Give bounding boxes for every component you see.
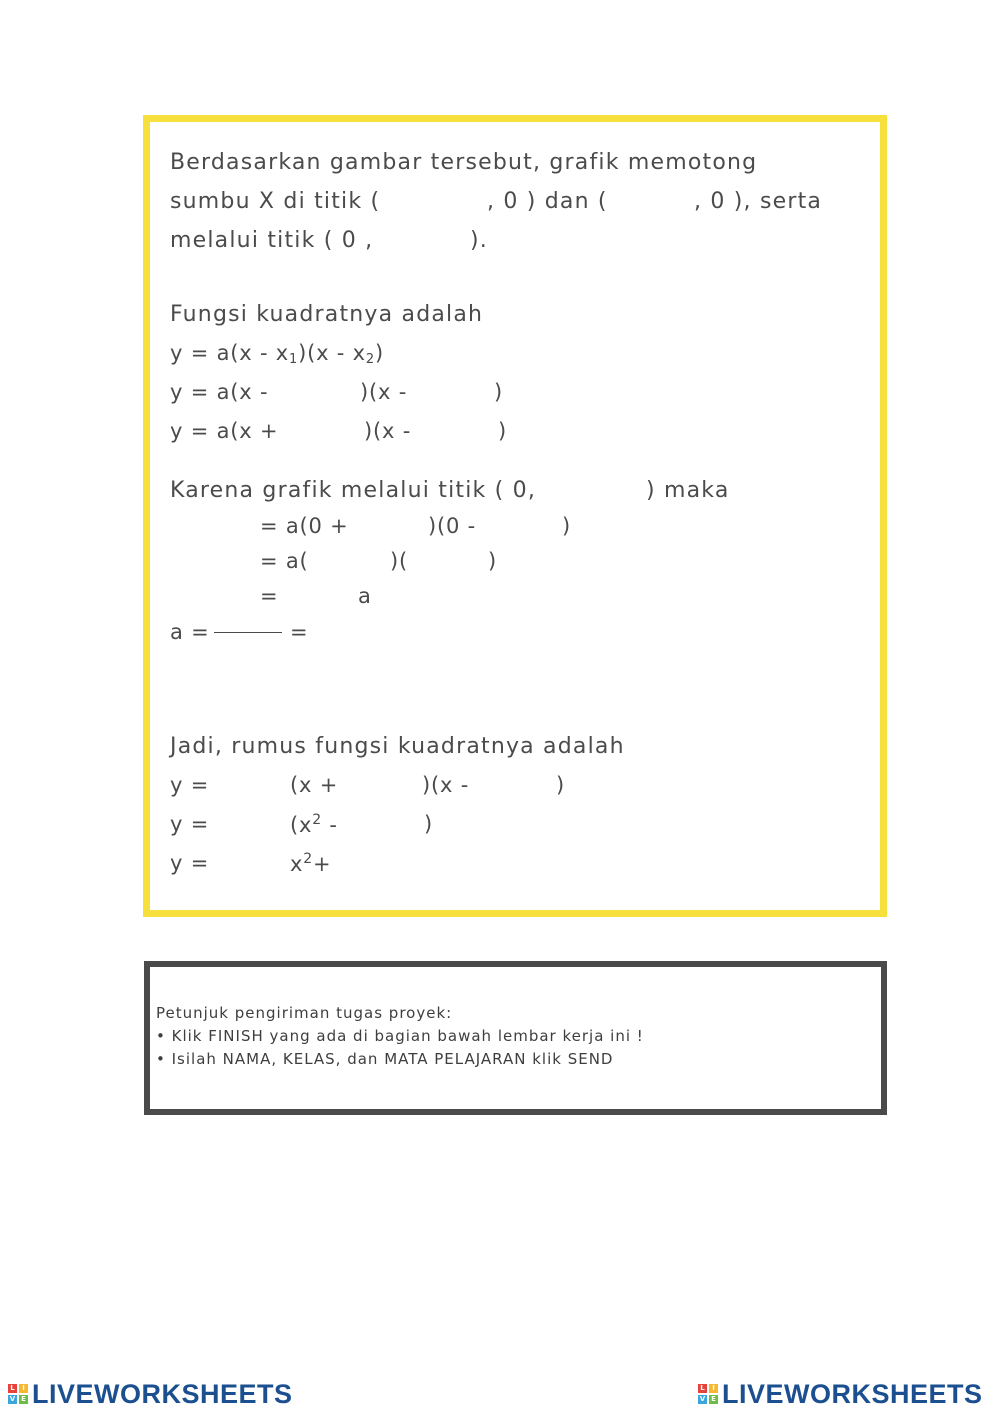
step2-part-c: ) xyxy=(488,549,497,573)
instructions-item-1: • Klik FINISH yang ada di bagian bawah lembar kerja ini ! xyxy=(156,1027,644,1045)
a-label: a = xyxy=(170,620,210,644)
eq3-part-c: ) xyxy=(498,419,507,443)
step1-x1-input[interactable] xyxy=(348,512,430,540)
question-line-2b: , 0 ) dan ( xyxy=(487,189,608,214)
eq2-part-b: )(x - xyxy=(360,380,408,404)
eq2-x1-input[interactable] xyxy=(280,378,360,406)
eq3-part-b: )(x - xyxy=(364,419,412,443)
karena-point-input[interactable] xyxy=(564,477,646,505)
result3-c-input[interactable] xyxy=(342,849,426,877)
result3-a-input[interactable] xyxy=(212,849,290,877)
result1-x1-input[interactable] xyxy=(344,771,424,799)
step3-part-b: a xyxy=(358,584,372,608)
result3-part-a: y = xyxy=(170,851,210,875)
question-line-1: Berdasarkan gambar tersebut, grafik memotong xyxy=(170,150,758,175)
question-line-2a: sumbu X di titik ( xyxy=(170,189,381,214)
result2-part-d: ) xyxy=(424,812,433,836)
liveworksheets-logo-right xyxy=(698,1380,983,1408)
result1-part-b: (x + xyxy=(290,773,339,797)
step2-lhs-input[interactable] xyxy=(172,547,258,575)
root-x2-input[interactable] xyxy=(612,188,694,216)
instructions-title: Petunjuk pengiriman tugas proyek: xyxy=(156,1004,453,1022)
step1-part-a: = a(0 + xyxy=(260,514,349,538)
step1-x2-input[interactable] xyxy=(484,512,564,540)
eq3-x2-input[interactable] xyxy=(418,417,500,445)
jadi-heading: Jadi, rumus fungsi kuadratnya adalah xyxy=(170,734,625,759)
fraction-line xyxy=(214,632,282,633)
karena-heading-a: Karena grafik melalui titik ( 0, xyxy=(170,478,537,503)
result2-part-a: y = xyxy=(170,812,210,836)
question-line-3a: melalui titik ( 0 , xyxy=(170,228,374,253)
result1-part-c: )(x - xyxy=(422,773,470,797)
step2-v2-input[interactable] xyxy=(412,547,490,575)
question-line-2c: , 0 ), serta xyxy=(694,189,823,214)
result3-part-b: $x^2+$ xyxy=(290,851,332,876)
step3-coef-input[interactable] xyxy=(278,582,358,610)
a-denominator-input[interactable] xyxy=(216,637,284,663)
result2-c-input[interactable] xyxy=(346,810,426,838)
liveworksheets-logo-left xyxy=(8,1380,293,1408)
result2-part-b: ($x^2$ - xyxy=(290,812,338,837)
brand-text: LIVEWORKSHEETS xyxy=(722,1378,983,1409)
step2-part-a: = a( xyxy=(260,549,309,573)
karena-heading-b: ) maka xyxy=(646,478,730,503)
root-x1-input[interactable] xyxy=(405,188,487,216)
step3-part-a: = xyxy=(260,584,279,608)
eq3-x1-input[interactable] xyxy=(284,417,364,445)
instructions-item-2: • Isilah NAMA, KELAS, dan MATA PELAJARAN klik SEND xyxy=(156,1050,614,1068)
result2-a-input[interactable] xyxy=(212,810,290,838)
step1-part-c: ) xyxy=(562,514,571,538)
step2-part-b: )( xyxy=(390,549,408,573)
result1-part-d: ) xyxy=(556,773,565,797)
eq2-part-c: ) xyxy=(494,380,503,404)
result1-a-input[interactable] xyxy=(212,771,290,799)
eq2-part-a: y = a(x - xyxy=(170,380,269,404)
general-form-equation: $y = a(x - x_1)(x - x_2)$ xyxy=(170,341,384,367)
result1-x2-input[interactable] xyxy=(478,771,558,799)
eq2-x2-input[interactable] xyxy=(414,378,496,406)
step1-part-b: )(0 - xyxy=(428,514,476,538)
question-line-3b: ). xyxy=(470,228,488,253)
step2-v1-input[interactable] xyxy=(310,547,392,575)
a-numerator-input[interactable] xyxy=(216,604,284,630)
result1-part-a: y = xyxy=(170,773,210,797)
liveworksheets-logo-icon: L I V E xyxy=(698,1384,718,1404)
fungsi-heading: Fungsi kuadratnya adalah xyxy=(170,302,484,327)
liveworksheets-logo-icon: L I V E xyxy=(8,1384,28,1404)
step1-lhs-input[interactable] xyxy=(172,512,258,540)
a-equals: = xyxy=(290,620,309,644)
y-intercept-input[interactable] xyxy=(390,227,472,255)
eq3-part-a: y = a(x + xyxy=(170,419,279,443)
brand-text: LIVEWORKSHEETS xyxy=(32,1378,293,1409)
a-value-input[interactable] xyxy=(310,618,390,646)
